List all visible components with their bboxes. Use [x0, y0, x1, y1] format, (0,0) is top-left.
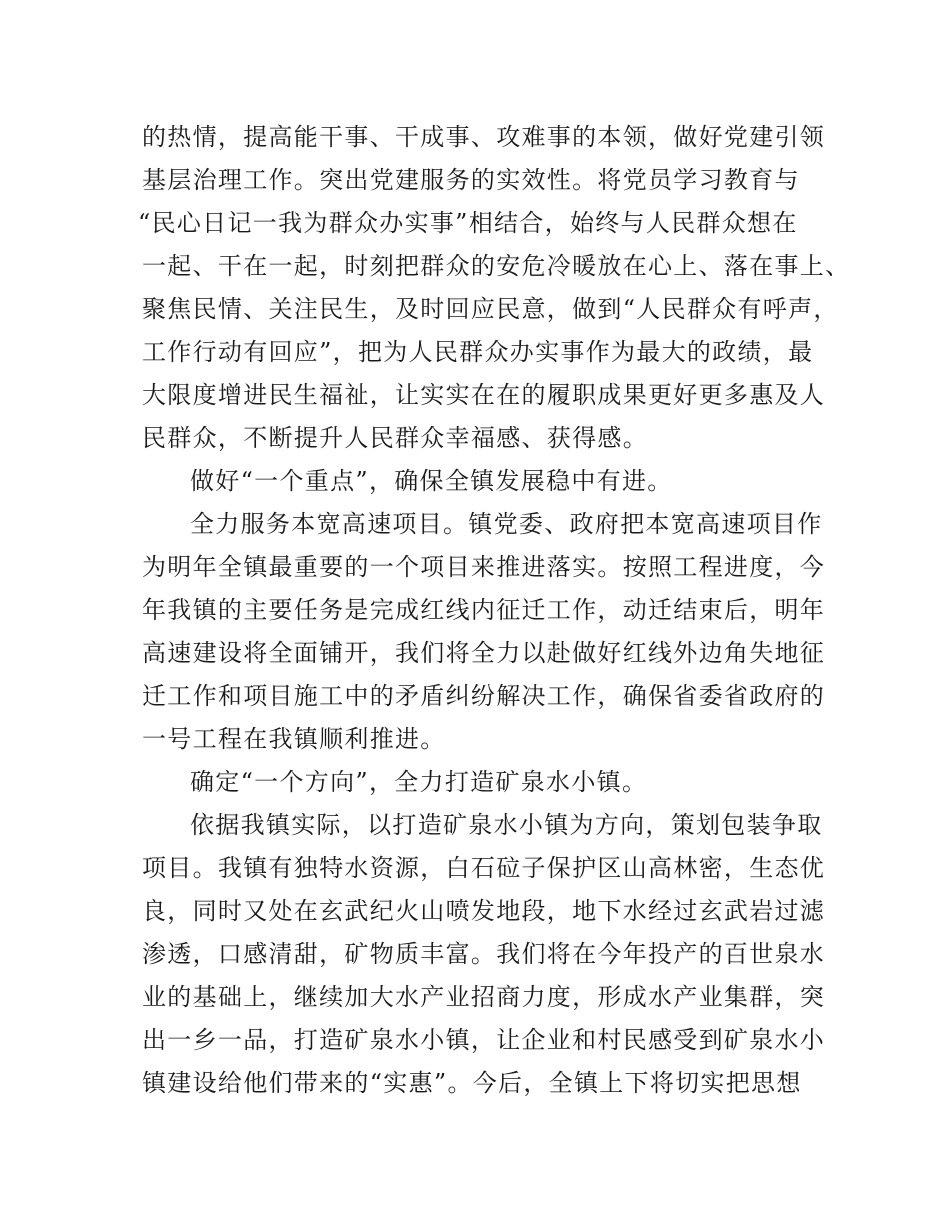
text-line: 民群众，不断提升人民群众幸福感、获得感。 — [142, 424, 648, 452]
text-line: 项目。我镇有独特水资源，白石砬子保护区山高林密，生态优 — [142, 854, 826, 882]
text-line: 镇建设给他们带来的“实惠”。今后，全镇上下将切实把思想 — [142, 1069, 802, 1097]
text-line: 年我镇的主要任务是完成红线内征迁工作，动迁结束后，明年 — [142, 596, 826, 624]
text-line: 的热情，提高能干事、干成事、攻难事的本领，做好党建引领 — [142, 123, 826, 151]
text-line: “民心日记一我为群众办实事”相结合，始终与人民群众想在 — [138, 209, 798, 237]
text-line: 聚焦民情、关注民生，及时回应民意，做到“人民群众有呼声， — [142, 295, 839, 323]
text-line: 一起、干在一起，时刻把群众的安危冷暖放在心上、落在事上、 — [142, 252, 851, 280]
section-heading: 确定“一个方向”，全力打造矿泉水小镇。 — [190, 768, 648, 796]
text-line: 为明年全镇最重要的一个项目来推进落实。按照工程进度，今 — [142, 553, 826, 581]
text-line: 基层治理工作。突出党建服务的实效性。将党员学习教育与 — [142, 166, 800, 194]
text-line: 大限度增进民生福祉，让实实在在的履职成果更好更多惠及人 — [142, 381, 826, 409]
text-line: 一号工程在我镇顺利推进。 — [142, 725, 446, 753]
text-line: 迁工作和项目施工中的矛盾纠纷解决工作，确保省委省政府的 — [142, 682, 826, 710]
text-line: 依据我镇实际，以打造矿泉水小镇为方向，策划包装争取 — [190, 811, 823, 839]
text-line: 业的基础上，继续加大水产业招商力度，形成水产业集群，突 — [142, 983, 826, 1011]
text-line: 高速建设将全面铺开，我们将全力以赴做好红线外边角失地征 — [142, 639, 826, 667]
text-line: 工作行动有回应”，把为人民群众办实事作为最大的政绩，最 — [142, 338, 814, 366]
text-line: 良，同时又处在玄武纪火山喷发地段，地下水经过玄武岩过滤 — [142, 897, 826, 925]
section-heading: 做好“一个重点”，确保全镇发展稳中有进。 — [190, 467, 673, 495]
text-line: 渗透，口感清甜，矿物质丰富。我们将在今年投产的百世泉水 — [142, 940, 826, 968]
text-line: 全力服务本宽高速项目。镇党委、政府把本宽高速项目作 — [190, 510, 823, 538]
text-line: 出一乡一品，打造矿泉水小镇，让企业和村民感受到矿泉水小 — [142, 1026, 826, 1054]
